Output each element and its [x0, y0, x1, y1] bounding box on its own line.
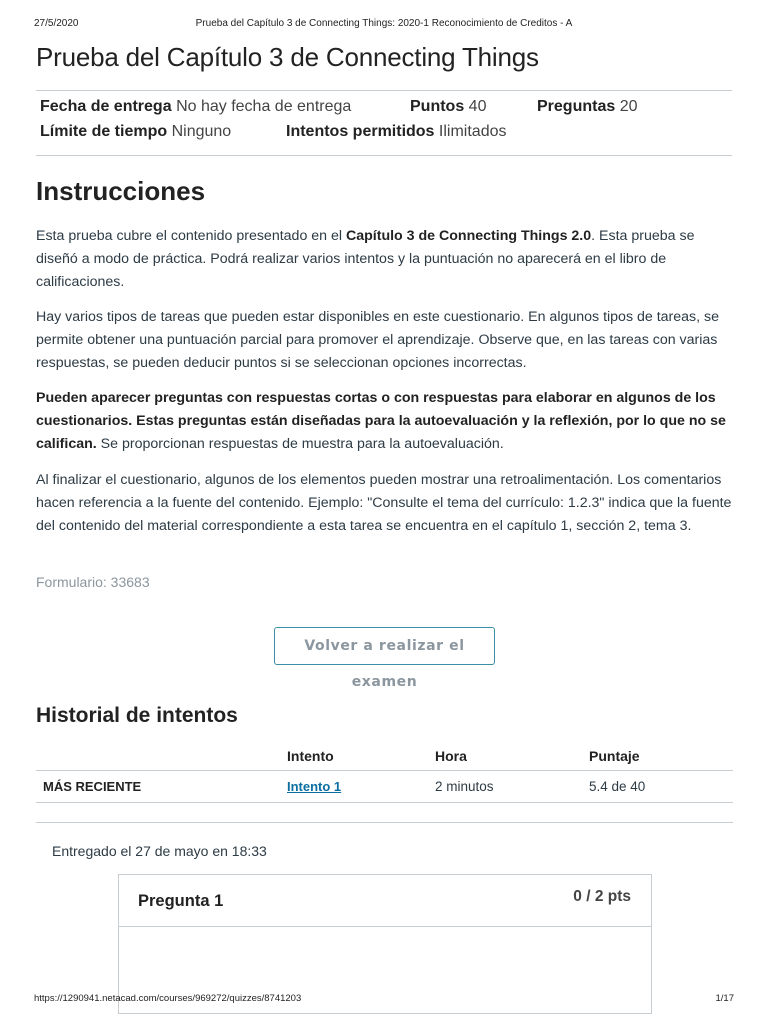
latest-label: MÁS RECIENTE	[36, 770, 287, 802]
instructions-bold-text: Pueden aparecer preguntas con respuestas cortas o con respuestas para elaborar en algunos de los cuestionarios. Estas preguntas están diseñadas para la autoevaluación y la reflexión, por lo que no se califican.	[36, 390, 726, 452]
instructions-text: Esta prueba cubre el contenido presentado en el	[36, 228, 346, 244]
quiz-details	[36, 90, 732, 156]
score-cell: 5.4 de 40	[589, 770, 733, 802]
questions	[537, 98, 638, 116]
allowed-attempts	[286, 123, 506, 141]
instructions-paragraph-3	[36, 387, 732, 456]
due-date-label: Fecha de entrega	[40, 98, 172, 115]
table-header-row	[36, 742, 733, 770]
attempt-history-table	[36, 742, 733, 803]
instructions-paragraph-2: Hay varios tipos de tareas que pueden estar disponibles en este cuestionario. En algunos tipos de tareas, se permite obtener una puntuación parcial para promover el aprendizaje. Observe que, en las tareas con varias respuestas, se pueden deducir puntos si se seleccionan opciones incorrectas.	[36, 309, 720, 371]
page-number: 1/17	[715, 993, 734, 1004]
time-limit	[40, 123, 231, 141]
column-header-score: Puntaje	[589, 742, 733, 770]
instructions-paragraph-1	[36, 225, 732, 294]
due-date-value: No hay fecha de entrega	[176, 98, 352, 115]
print-date: 27/5/2020	[34, 18, 79, 29]
instructions-text: Se proporcionan respuestas de muestra para la autoevaluación.	[96, 436, 504, 452]
points-value: 40	[468, 98, 487, 115]
attempt-history-title: Historial de intentos	[36, 704, 238, 727]
instructions-paragraph-4: Al finalizar el cuestionario, algunos de los elementos pueden mostrar una retroalimentación. Los comentarios hacen referencia a la fuente del contenido. Ejemplo: "Consulte el tema del currículo: 1.2.3" indica que la fuente del contenido del material correspondiente a esta tarea se encuentra en el capítulo 1, sección 2, tema 3.	[36, 472, 732, 534]
retake-quiz-button[interactable]: Volver a realizar el examen	[274, 627, 495, 665]
time-limit-label: Límite de tiempo	[40, 123, 168, 140]
submitted-date: Entregado el 27 de mayo en 18:33	[52, 843, 267, 859]
instructions-title: Instrucciones	[36, 176, 206, 206]
question-points: 0 / 2 pts	[573, 888, 631, 905]
points	[410, 98, 486, 116]
questions-value: 20	[619, 98, 638, 115]
page-title: Prueba del Capítulo 3 de Connecting Things	[36, 42, 539, 72]
time-limit-value: Ninguno	[171, 123, 232, 140]
allowed-attempts-label: Intentos permitidos	[286, 123, 435, 140]
table-row	[36, 770, 733, 802]
print-url: https://1290941.netacad.com/courses/969272/quizzes/8741203	[34, 993, 302, 1004]
print-title: Prueba del Capítulo 3 de Connecting Things: 2020-1 Reconocimiento de Creditos - A	[195, 18, 573, 29]
question-header	[119, 875, 651, 927]
column-header-attempt: Intento	[287, 742, 435, 770]
question-title: Pregunta 1	[138, 892, 224, 910]
column-header-empty	[36, 742, 287, 770]
print-footer	[34, 993, 734, 1007]
points-label: Puntos	[410, 98, 465, 115]
allowed-attempts-value: Ilimitados	[438, 123, 507, 140]
form-id: Formulario: 33683	[36, 574, 150, 590]
column-header-time: Hora	[435, 742, 589, 770]
attempt-cell	[287, 770, 435, 802]
instructions-text: . Esta prueba se diseñó a modo de práctica. Podrá realizar varios intentos y la puntuación no aparecerá en el libro de calificaciones.	[36, 228, 695, 290]
print-header	[34, 18, 734, 32]
due-date	[40, 98, 351, 116]
chapter-name: Capítulo 3 de Connecting Things 2.0	[345, 228, 592, 244]
attempt-link[interactable]: Intento 1	[287, 778, 342, 794]
questions-label: Preguntas	[537, 98, 616, 115]
time-cell: 2 minutos	[435, 770, 589, 802]
